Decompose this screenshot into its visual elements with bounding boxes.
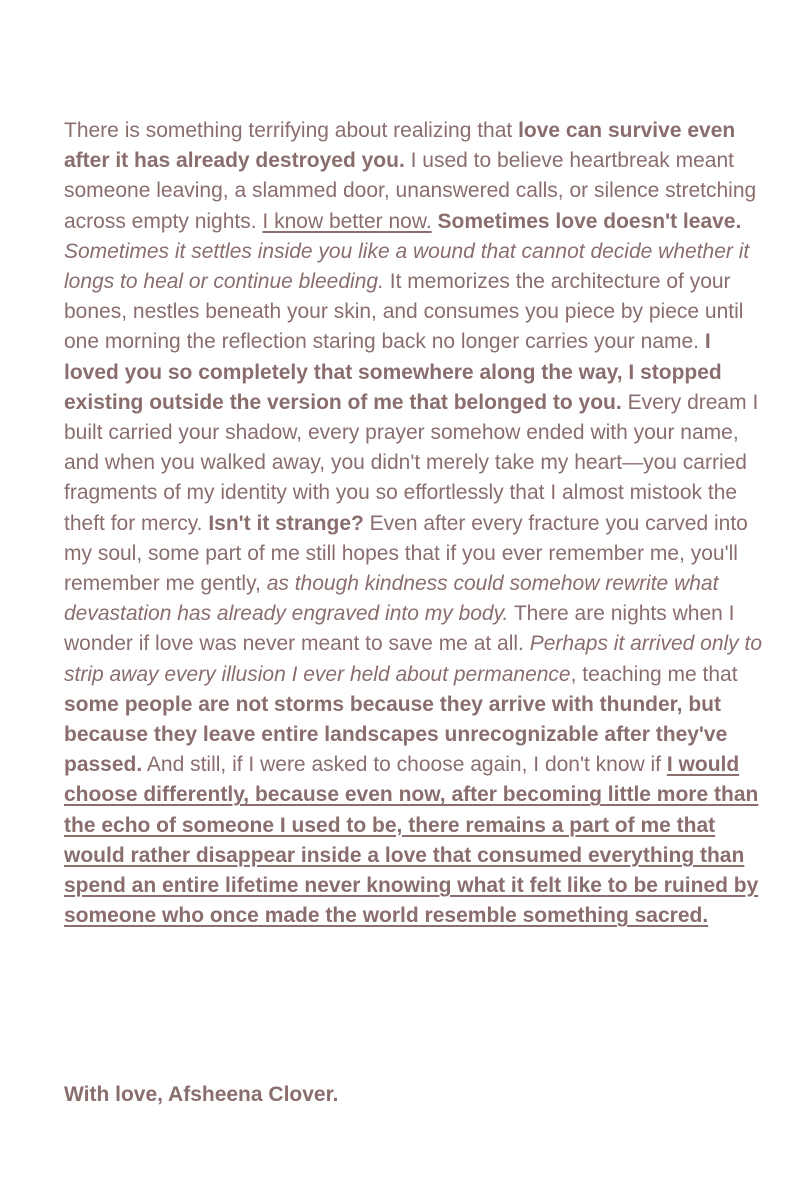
segment-italic: Perhaps it arrived only to strip away every illusion I ever held about permanence (64, 632, 763, 686)
segment-plain: Every dream I built carried your shadow, every prayer somehow ended with your name, and when you walked away, you didn't merely take my heart—you carried fragments of my identity with you so effortlessly that I almost mistook the theft for mercy. (64, 390, 759, 535)
segment-underline: I would choose differently, because even now, after becoming little more than the echo of someone I used to be, there remains a part of me that would rather disappear inside a love that consumed everything than spend an entire lifetime never knowing what it felt like to be ruined by someone who once made the world resemble something sacred. (64, 753, 759, 928)
segment-underline: I know better now. (262, 209, 432, 233)
letter-body (64, 116, 764, 931)
segment-plain: There is something terrifying about realizing that (64, 119, 519, 142)
segment-plain: And still, if I were asked to choose again, I don't know if (142, 753, 667, 777)
segment-bold: I loved you so completely that somewhere along the way, I stopped existing outside the version of me that belonged to you. (64, 330, 722, 414)
segment-italic: as though kindness could somehow rewrite what devastation has already engraved into my body. (64, 572, 719, 626)
segment-italic: Sometimes it settles inside you like a wound that cannot decide whether it longs to heal or continue bleeding. (64, 239, 750, 294)
segment-plain: It memorizes the architecture of your bones, nestles beneath your skin, and consumes you piece by piece until one morning the reflection staring back no longer carries your name. (64, 270, 744, 354)
segment-plain: There are nights when I wonder if love was never meant to save me at all. (64, 602, 735, 656)
segment-plain: , teaching me that (570, 662, 738, 686)
segment-plain: I used to believe heartbreak meant someone leaving, a slammed door, unanswered calls, or silence stretching across empty nights. (64, 149, 757, 233)
segment-bold: Sometimes love doesn't leave. (437, 209, 742, 233)
segment-plain: Even after every fracture you carved into my soul, some part of me still hopes that if you ever remember me, you'll remember me gently, (64, 511, 748, 596)
segment-bold: love can survive even after it has already destroyed you. (64, 119, 736, 173)
signature: With love, Afsheena Clover. (64, 1083, 339, 1106)
segment-bold-underline (64, 753, 758, 927)
segment-bold: some people are not storms because they arrive with thunder, but because they leave entire landscapes unrecognizable after they've passed. (64, 692, 728, 777)
segment-bold: Isn't it strange? (208, 511, 364, 535)
